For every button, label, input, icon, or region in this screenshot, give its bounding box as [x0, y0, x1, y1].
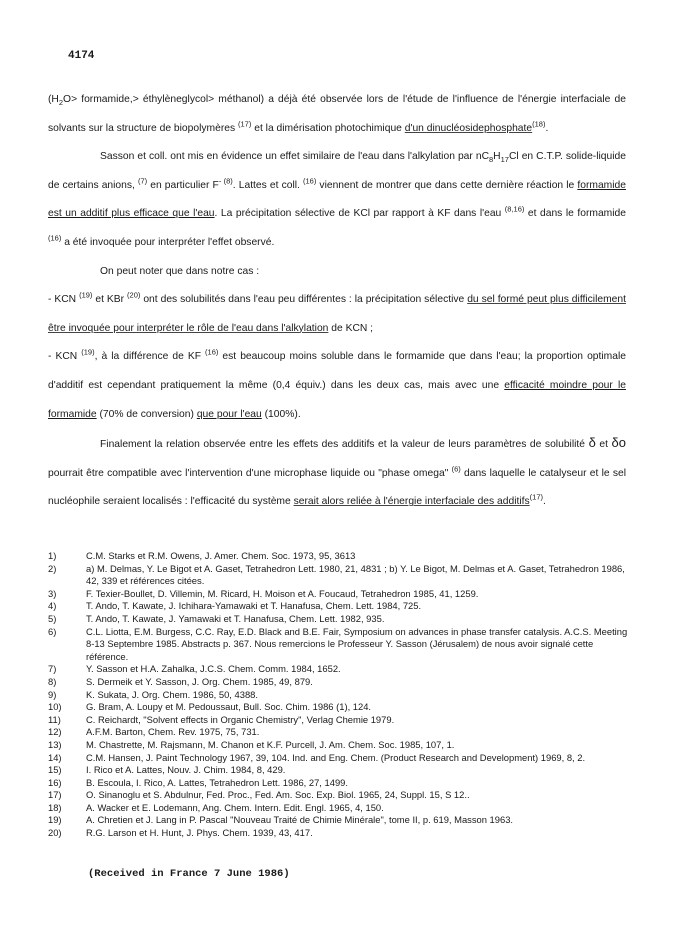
reference-item: 13) M. Chastrette, M. Rajsmann, M. Chanon et K.F. Purcell, J. Am. Chem. Soc. 1985, 107, 1.: [48, 738, 455, 750]
reference-item: 14) C.M. Hansen, J. Paint Technology 1967, 39, 104. Ind. and Eng. Chem. (Product Research and Development) 1969, 8, 2.: [48, 751, 586, 763]
greater-than-symbol: >: [132, 94, 139, 105]
reference-item: 9) K. Sukata, J. Org. Chem. 1986, 50, 4388.: [48, 688, 258, 700]
reference-item: 1) C.M. Starks et R.M. Owens, J. Amer. Chem. Soc. 1973, 95, 3613: [48, 550, 356, 561]
reference-item: 5) T. Ando, T. Kawate, J. Yamawaki et T. Hanafusa, Chem. Lett. 1982, 935.: [48, 612, 385, 624]
paragraph-1: ($H_2O>$ formamide,> éthylèneglycol> méthanol) a déjà été observée lors de l'étude de l'influence de l'énergie interfaciale de solvants sur la structure de biopolymères $^{(17)}$ et la dimérisation photochimique d'un dinucléosidephosphate$^{(18)}$.: [48, 94, 626, 134]
reference-item: 15) I. Rico et A. Lattes, Nouv. J. Chim. 1984, 8, 429.: [48, 764, 286, 776]
paragraph-4: - KCN $^{(19)}$ et KBr $^{(20)}$ ont des solubilités dans l'eau peu différentes : la précipitation sélective du sel formé peut plus difficilement être invoquée pour interpréter le rôle de l'eau dans l'alkylation de KCN ;: [48, 290, 626, 334]
reference-item: 20) R.G. Larson et H. Hunt, J. Phys. Chem. 1939, 43, 417.: [48, 827, 313, 839]
paragraph-2: Sasson et coll. ont mis en évidence un effet similaire de l'eau dans l'alkylation par $nC_8H_{17}Cl$ en C.T.P. solide-liquide de certains anions, $^{(7)}$ en particulier F- $^{(8)}$. Lattes et coll. $^{(16)}$ viennent de montrer que dans cette dernière réaction le formamide est un additif plus efficace que l'eau. La précipitation sélective de KCl par rapport à KF dans l'eau $^{(8,16)}$ et dans le formamide $^{(16)}$ a été invoquée pour interpréter l'effet observé.: [48, 151, 626, 248]
reference-item: 17) O. Sinanoglu et S. Abdulnur, Fed. Proc., Fed. Am. Soc. Exp. Biol. 1965, 24, Suppl. 15, S 12..: [48, 789, 470, 801]
underlined-phrase: que pour l'eau: [196, 408, 262, 420]
reference-item: 11) C. Reichardt, "Solvent effects in Organic Chemistry", Verlag Chemie 1979.: [48, 713, 395, 725]
reference-item: 7) Y. Sasson et H.A. Zahalka, J.C.S. Chem. Comm. 1984, 1652.: [48, 663, 341, 675]
reference-item: 4) T. Ando, T. Kawate, J. Ichihara-Yamawaki et T. Hanafusa, Chem. Lett. 1984, 725.: [48, 600, 422, 612]
reference-item: 3) F. Texier-Boullet, D. Villemin, M. Ricard, H. Moison et A. Foucaud, Tetrahedron 1985, 41, 1259.: [48, 587, 479, 599]
underlined-phrase: formamide est un additif plus efficace que l'eau: [48, 179, 626, 220]
body-text: [48, 86, 626, 517]
greater-than-symbol: >: [208, 94, 215, 105]
paragraph-6: Finalement la relation observée entre les effets des additifs et la valeur de leurs paramètres de solubilité δ et δo pourrait être compatible avec l'intervention d'une microphase liquide ou "phase omega" $^{(6)}$ dans laquelle le catalyseur et le sel nucléophile seraient localisés : l'efficacité du système serait alors reliée à l'énergie interfaciale des additifs$^{(17)}$.: [48, 435, 627, 508]
reference-item: 2) a) M. Delmas, Y. Le Bigot et A. Gaset, Tetrahedron Lett. 1980, 21, 4831 ; b) Y. Le Bigot, M. Delmas et A. Gaset, Tetrahedron 1986, 42, 339 et références citées.: [48, 562, 625, 587]
paragraph-5: - KCN $^{(19)}$, à la différence de KF $^{(16)}$ est beaucoup moins soluble dans le formamide que dans l'eau; la proportion optimale d'additif est cependant pratiquement la même (0,4 équiv.) dans les deux cas, mais avec une efficacité moindre pour le formamide (70% de conversion) que pour l'eau (100%).: [48, 347, 626, 420]
page-number: 4174: [68, 50, 95, 62]
reference-item: 8) S. Dermeik et Y. Sasson, J. Org. Chem. 1985, 49, 879.: [48, 675, 313, 687]
reference-item: 19) A. Chretien et J. Lang in P. Pascal "Nouveau Traité de Chimie Minérale", tome II, p. 619, Masson 1963.: [48, 814, 514, 826]
received-date: (Received in France 7 June 1986): [88, 868, 290, 880]
underlined-phrase: efficacité moindre pour le formamide: [48, 379, 626, 420]
paragraph-3: On peut noter que dans notre cas :: [100, 265, 260, 277]
greater-than-symbol: >: [71, 94, 78, 105]
reference-item: 12) A.F.M. Barton, Chem. Rev. 1975, 75, 731.: [48, 726, 260, 738]
reference-item: 16) B. Escoula, I. Rico, A. Lattes, Tetrahedron Lett. 1986, 27, 1499.: [48, 776, 348, 788]
reference-item: 10) G. Bram, A. Loupy et M. Pedoussaut, Bull. Soc. Chim. 1986 (1), 124.: [48, 701, 372, 713]
reference-list: [48, 550, 633, 840]
delta-symbol: δ: [588, 435, 596, 451]
reference-item: 6) C.L. Liotta, E.M. Burgess, C.C. Ray, E.D. Black and B.E. Fair, Symposium on advances in phase transfer catalysis. A.C.S. Meeting 8-13 Septembre 1985. Abstracts p. 367. Nous remercions le Professeur Y. Sasson (Jérusalem) de nous avoir signalé cette référence.: [48, 625, 628, 662]
reference-item: 18) A. Wacker et E. Lodemann, Ang. Chem. Intern. Edit. Engl. 1965, 4, 150.: [48, 801, 384, 813]
delta-zero-symbol: δo: [611, 435, 626, 451]
